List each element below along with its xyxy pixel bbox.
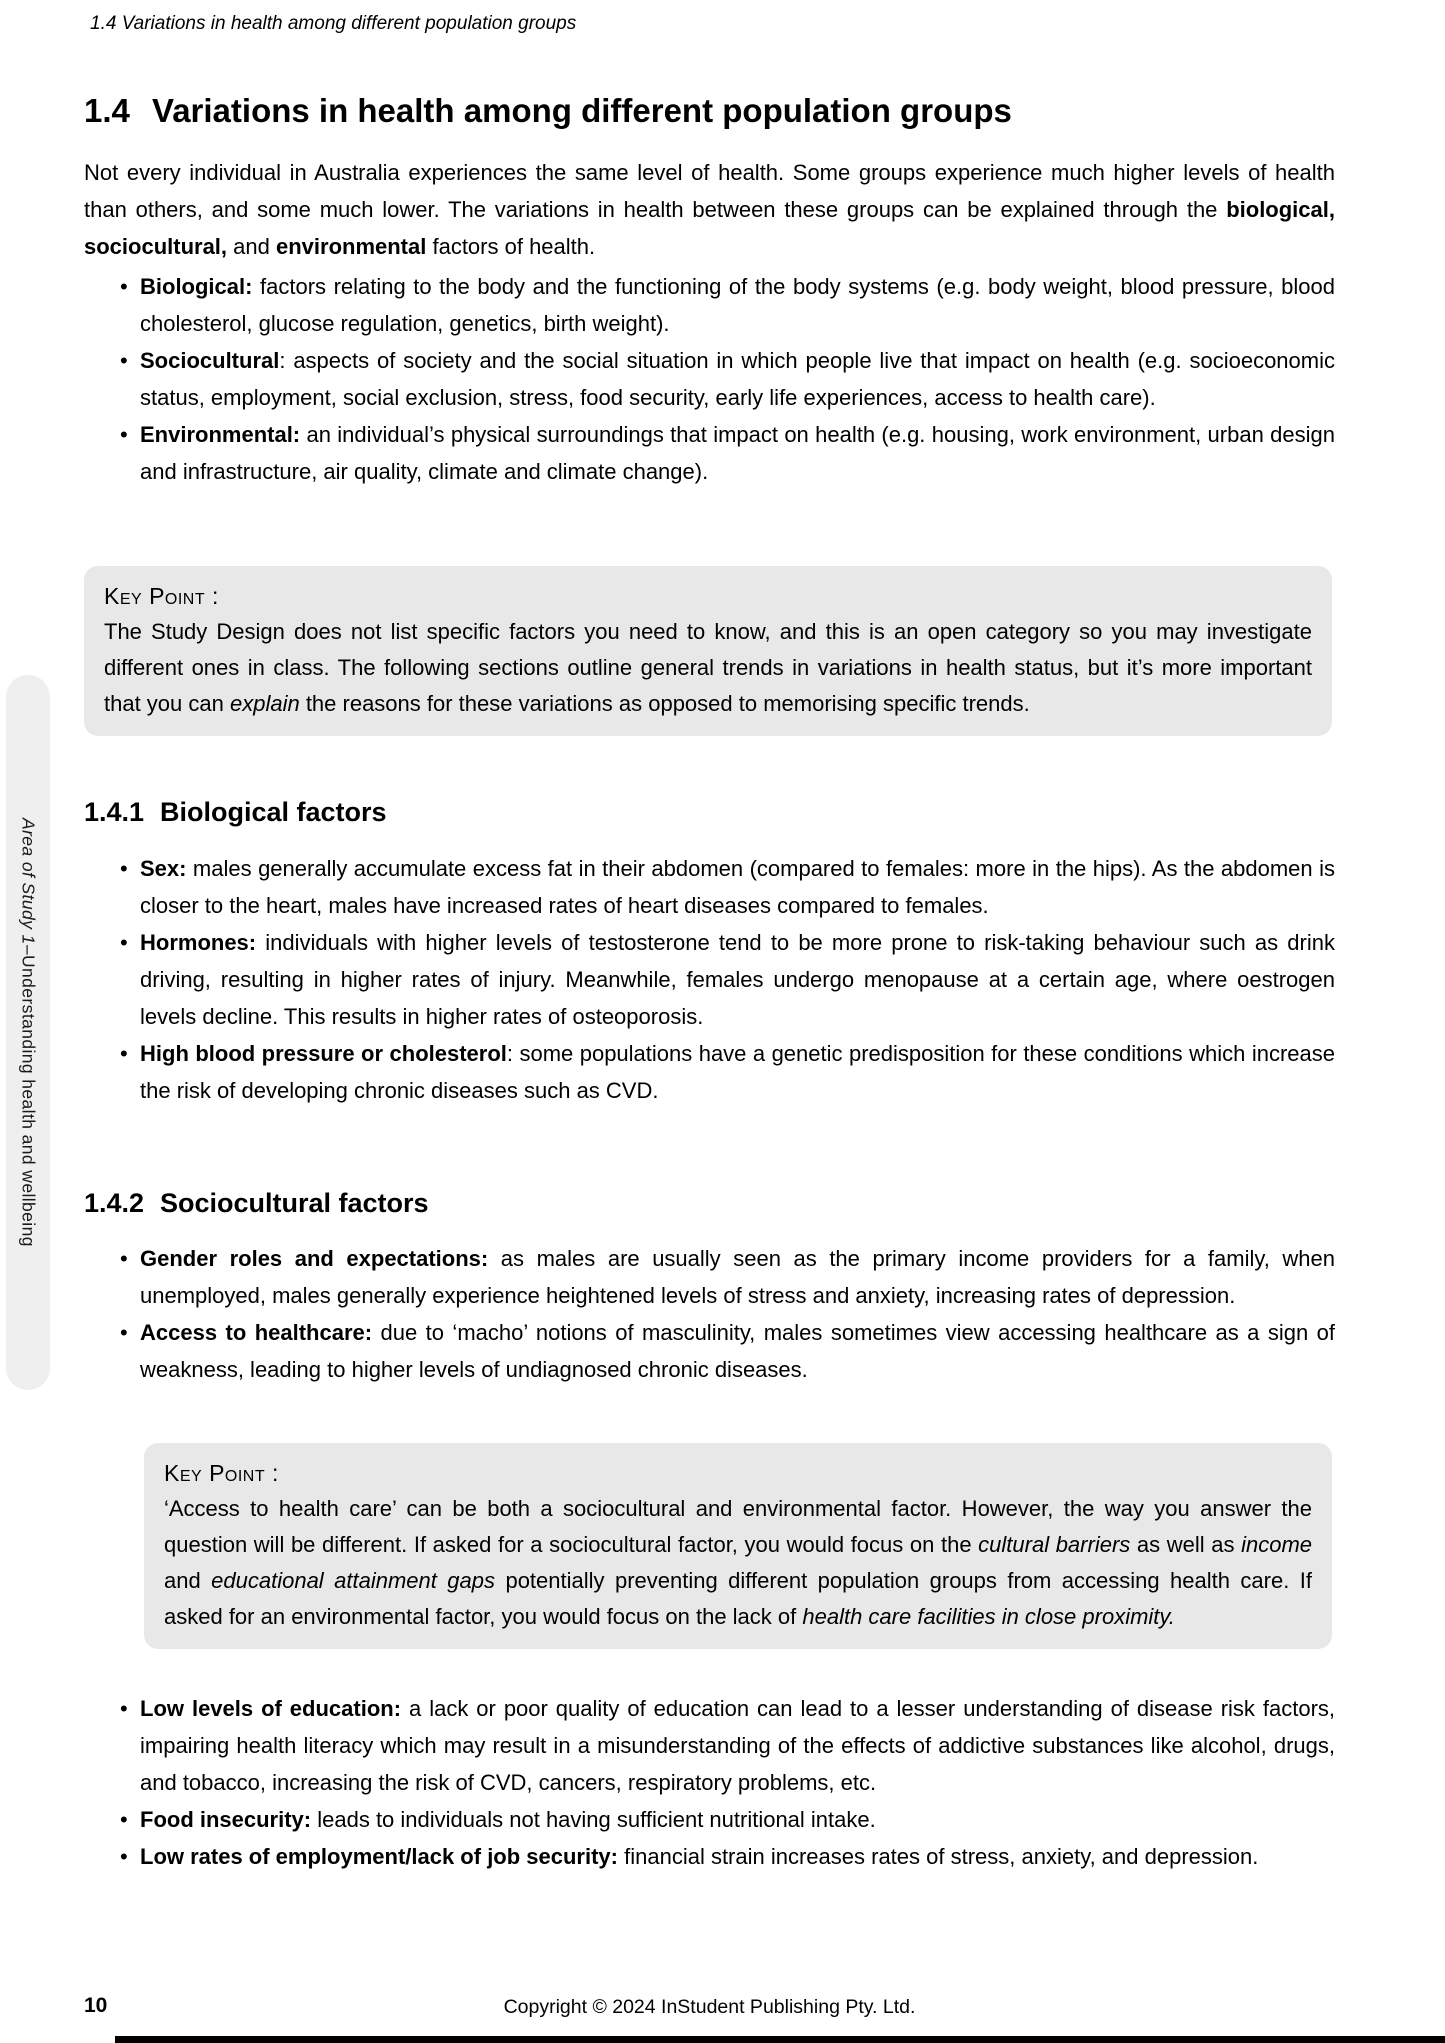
- bullet-item-gender-roles: • Gender roles and expectations: as males are usually seen as the primary income providers for a family, when unemployed, males generally experience heightened levels of stress and anxiety, increasing rates of depression.: [84, 1240, 1335, 1314]
- subsection-heading-biological: [84, 797, 387, 828]
- section-number: 1.4: [84, 92, 130, 129]
- copyright-notice: Copyright © 2024 InStudent Publishing Pty. Ltd.: [503, 1996, 916, 2018]
- area-of-study-label-italic: Area of Study 1: [18, 818, 39, 945]
- bullet-item-food-insecurity: • Food insecurity: leads to individuals not having sufficient nutritional intake.: [84, 1801, 1335, 1838]
- area-of-study-label-regular: Understanding health and wellbeing: [18, 954, 39, 1247]
- factor-definitions-list: [84, 268, 1335, 490]
- keypoint-box-1: [84, 566, 1332, 736]
- page-edge-bar: [115, 2036, 1445, 2043]
- bullet-item-hormones: • Hormones: individuals with higher levels of testosterone tend to be more prone to risk-taking behaviour such as drink driving, resulting in higher rates of injury. Meanwhile, females undergo menopause at a certain age, where oestrogen levels decline. This results in higher rates of osteoporosis.: [84, 924, 1335, 1035]
- bullet-item-low-employment: • Low rates of employment/lack of job security: financial strain increases rates of stress, anxiety, and depression.: [84, 1838, 1335, 1875]
- keypoint-label: Key Point :: [104, 583, 219, 609]
- section-title: Variations in health among different population groups: [152, 92, 1012, 129]
- sociocultural-factors-list-continued: [84, 1690, 1335, 1875]
- subsection-title: Sociocultural factors: [160, 1188, 429, 1218]
- intro-paragraph: Not every individual in Australia experiences the same level of health. Some groups experience much higher levels of health than others, and some much lower. The variations in health between these groups can be explained through the biological, sociocultural, and environmental factors of health.: [84, 160, 1335, 259]
- subsection-number: 1.4.2: [84, 1188, 145, 1218]
- subsection-title: Biological factors: [160, 797, 387, 827]
- sociocultural-factors-list: [84, 1240, 1335, 1388]
- keypoint-text: ‘Access to health care’ can be both a sociocultural and environmental factor. However, the way you answer the question will be different. If asked for a sociocultural factor, you would focus on the cultural barriers as well as income and educational attainment gaps potentially preventing different population groups from accessing health care. If asked for an environmental factor, you would focus on the lack of health care facilities in close proximity.: [164, 1496, 1313, 1629]
- bullet-item-sociocultural: • Sociocultural: aspects of society and the social situation in which people live that impact on health (e.g. socioeconomic status, employment, social exclusion, stress, food security, early life experiences, access to health care).: [84, 342, 1335, 416]
- subsection-number: 1.4.1: [84, 797, 145, 827]
- biological-factors-list: [84, 850, 1335, 1109]
- keypoint-label: Key Point :: [164, 1460, 279, 1486]
- bullet-item-sex: • Sex: males generally accumulate excess fat in their abdomen (compared to females: more in the hips). As the abdomen is closer to the heart, males have increased rates of heart diseases compared to females.: [84, 850, 1335, 924]
- bullet-item-access-healthcare: • Access to healthcare: due to ‘macho’ notions of masculinity, males sometimes view accessing healthcare as a sign of weakness, leading to higher levels of undiagnosed chronic diseases.: [84, 1314, 1335, 1388]
- keypoint-text: The Study Design does not list specific factors you need to know, and this is an open category so you may investigate different ones in class. The following sections outline general trends in variations in health status, but it’s more important that you can explain the reasons for these variations as opposed to memorising specific trends.: [104, 619, 1312, 716]
- subsection-heading-sociocultural: [84, 1188, 429, 1219]
- area-of-study-tab: [6, 675, 50, 1390]
- page-number: 10: [84, 1994, 108, 2017]
- bullet-item-blood-pressure: • High blood pressure or cholesterol: some populations have a genetic predisposition for these conditions which increase the risk of developing chronic diseases such as CVD.: [84, 1035, 1335, 1109]
- section-heading: [84, 92, 1012, 130]
- running-header: 1.4 Variations in health among different population groups: [90, 13, 577, 34]
- bullet-item-environmental: • Environmental: an individual’s physical surroundings that impact on health (e.g. housing, work environment, urban design and infrastructure, air quality, climate and climate change).: [84, 416, 1335, 490]
- bullet-item-biological: • Biological: factors relating to the body and the functioning of the body systems (e.g. body weight, blood pressure, blood cholesterol, glucose regulation, genetics, birth weight).: [84, 268, 1335, 342]
- area-of-study-separator: –: [18, 944, 39, 955]
- bullet-item-low-education: • Low levels of education: a lack or poor quality of education can lead to a lesser understanding of disease risk factors, impairing health literacy which may result in a misunderstanding of the effects of addictive substances like alcohol, drugs, and tobacco, increasing the risk of CVD, cancers, respiratory problems, etc.: [84, 1690, 1335, 1801]
- keypoint-box-2: [144, 1443, 1332, 1649]
